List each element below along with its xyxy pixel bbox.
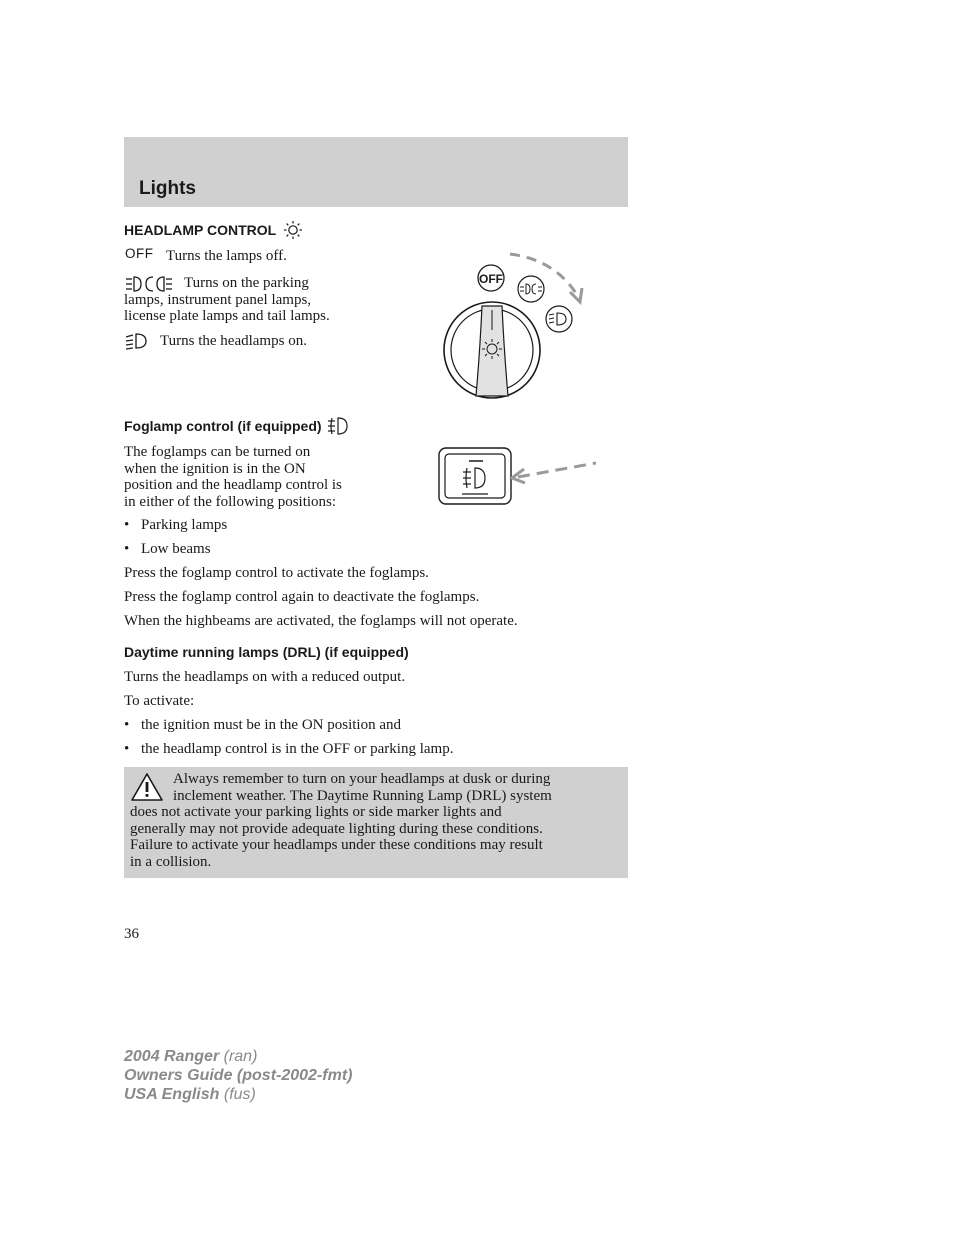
drl-bullet-headlamp-control: • the headlamp control is in the OFF or parking lamp.: [141, 741, 453, 758]
warning-line: generally may not provide adequate lighting during these conditions.: [130, 820, 543, 837]
parking-description-line-2: lamps, instrument panel lamps,: [124, 292, 312, 308]
foglamp-switch-diagram: [436, 445, 600, 509]
warning-line: does not activate your parking lights or side marker lights and: [130, 804, 502, 820]
foglamp-deactivate-text: Press the foglamp control again to deactivate the foglamps.: [124, 589, 480, 605]
footer-language: USA English: [124, 1086, 220, 1103]
foglamp-activate-text: Press the foglamp control to activate the foglamps.: [124, 565, 429, 581]
foglamp-intro: [124, 444, 342, 510]
headlamp-control-dial-diagram: [440, 250, 600, 402]
warning-line: inclement weather. The Daytime Running Lamp (DRL) system: [173, 787, 552, 804]
warning-line: Failure to activate your headlamps under these conditions may result: [130, 837, 543, 853]
foglamp-intro-line: position and the headlamp control is: [124, 477, 342, 493]
foglamp-bullet-parking: • Parking lamps: [141, 517, 227, 534]
drl-description: Turns the headlamps on with a reduced output.: [124, 669, 406, 685]
drl-activate-label: To activate:: [124, 693, 195, 709]
foglamp-control-heading: [124, 418, 350, 436]
headlamp-control-heading: [124, 222, 304, 240]
parking-lamps-icon: [124, 275, 174, 293]
section-title: Lights: [139, 178, 196, 199]
footer-line-2: [124, 1066, 352, 1085]
foglamp-intro-line: when the ignition is in the ON: [124, 460, 306, 477]
footer-guide: Owners Guide (post-2002-fmt): [124, 1067, 353, 1084]
warning-text: [130, 771, 622, 870]
off-symbol-label: OFF: [125, 246, 154, 261]
foglamp-control-heading-text: Foglamp control (if equipped): [124, 418, 322, 434]
off-description: Turns the lamps off.: [166, 248, 287, 264]
headlamps-description: Turns the headlamps on.: [160, 333, 307, 349]
warning-line: in a collision.: [130, 853, 212, 870]
dial-off-label: OFF: [479, 272, 503, 286]
headlamp-control-heading-text: HEADLAMP CONTROL: [124, 222, 276, 238]
parking-description-line-1: Turns on the parking: [184, 275, 309, 291]
dial-headlamp-position-icon: [546, 306, 572, 332]
headlamp-sun-icon: [282, 220, 304, 240]
section-header-band: [124, 137, 628, 207]
drl-bullet-ignition: • the ignition must be in the ON position and: [141, 717, 401, 734]
low-beam-headlamp-icon: [124, 332, 150, 350]
dial-parking-position-icon: [518, 276, 544, 302]
foglamp-icon: [326, 416, 350, 436]
warning-line: Always remember to turn on your headlamps at dusk or during: [173, 771, 551, 787]
headlamp-rotary-knob: [444, 302, 540, 398]
footer-line-1: [124, 1047, 352, 1066]
footer-model: 2004 Ranger: [124, 1048, 220, 1065]
footer-language-code: (fus): [223, 1086, 256, 1103]
drl-heading: Daytime running lamps (DRL) (if equipped): [124, 644, 409, 660]
foglamp-intro-line: The foglamps can be turned on: [124, 444, 311, 460]
footer-model-code: (ran): [223, 1048, 258, 1065]
page-number: 36: [124, 926, 139, 942]
document-footer: [124, 1047, 352, 1104]
footer-line-3: [124, 1085, 352, 1104]
foglamp-highbeam-note: When the highbeams are activated, the foglamps will not operate.: [124, 613, 518, 629]
foglamp-bullet-low-beams: • Low beams: [141, 541, 211, 558]
foglamp-intro-line: in either of the following positions:: [124, 493, 337, 510]
parking-description-line-3: license plate lamps and tail lamps.: [124, 308, 330, 324]
dial-off-position-icon: [478, 265, 504, 291]
